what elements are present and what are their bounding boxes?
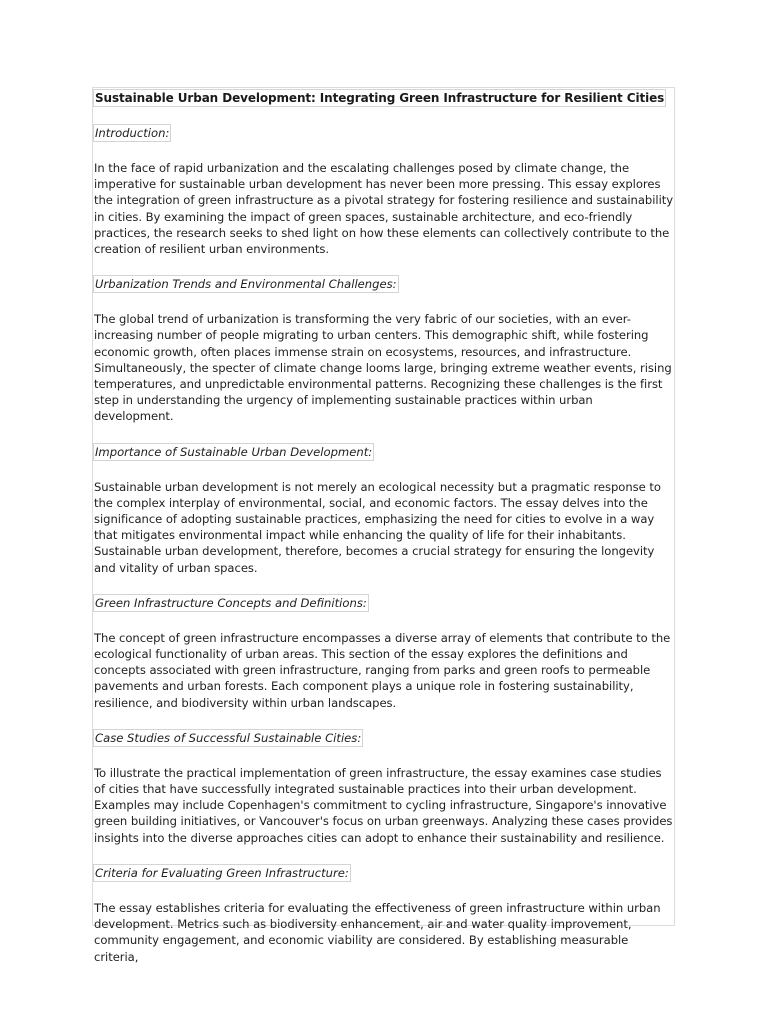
section-heading: Case Studies of Successful Sustainable Cities: [95, 730, 362, 745]
spacer [93, 142, 676, 160]
section-evaluation-criteria [93, 864, 676, 965]
title-row [93, 88, 676, 106]
spacer [93, 425, 676, 443]
spacer [93, 461, 676, 479]
section-paragraph: Sustainable urban development is not merely an ecological necessity but a pragmatic response to the complex interplay of environmental, social, and economic factors. The essay delves into the significance of adopting sustainable practices, emphasizing the need for cities to evolve in a way that mitigates environmental impact while enhancing the quality of life for their inhabitants. Sustainable urban development, therefore, becomes a crucial strategy for ensuring the longevity and vitality of urban spaces. [94, 479, 661, 575]
document-title: Sustainable Urban Development: Integrating Green Infrastructure for Resilient Cities [95, 91, 665, 105]
spacer [93, 612, 676, 630]
spacer [93, 257, 676, 275]
section-paragraph: The concept of green infrastructure encompasses a diverse array of elements that contribute to the ecological functionality of urban areas. This section of the essay explores the definitions and concepts associated with green infrastructure, ranging from parks and green roofs to permeable pavements and urban forests. Each component plays a unique role in fostering sustainability, resilience, and biodiversity within urban landscapes. [94, 630, 671, 710]
section-green-infrastructure-concepts [93, 594, 676, 711]
section-case-studies [93, 729, 676, 846]
section-urbanization-trends [93, 275, 676, 424]
spacer [93, 576, 676, 594]
document-content [93, 88, 676, 965]
spacer [93, 882, 676, 900]
document-frame [92, 87, 675, 964]
spacer [93, 293, 676, 311]
section-heading: Introduction: [95, 126, 170, 140]
section-paragraph: To illustrate the practical implementation of green infrastructure, the essay examines case studies of cities that have successfully integrated sustainable practices into their urban development. Examples may include Copenhagen's commitment to cycling infrastructure, Singapore's innovative green building initiatives, or Vancouver's focus on urban greenways. Analyzing these cases provides insights into the diverse approaches cities can adopt to enhance their sustainability and resilience. [94, 765, 673, 845]
section-importance [93, 443, 676, 576]
section-heading: Importance of Sustainable Urban Development: [95, 444, 373, 459]
spacer [93, 711, 676, 729]
spacer [93, 747, 676, 765]
section-heading: Criteria for Evaluating Green Infrastructure: [95, 865, 349, 880]
section-paragraph: In the face of rapid urbanization and the escalating challenges posed by climate change, the imperative for sustainable urban development has never been more pressing. This essay explores the integration of green infrastructure as a pivotal strategy for fostering resilience and sustainability in cities. By examining the impact of green spaces, sustainable architecture, and eco-friendly practices, the research seeks to shed light on how these elements can collectively contribute to the creation of resilient urban environments. [94, 161, 674, 257]
spacer [93, 106, 676, 124]
spacer [93, 846, 676, 864]
section-paragraph: The essay establishes criteria for evaluating the effectiveness of green infrastructure within urban development. Metrics such as biodiversity enhancement, air and water quality improvement, community engagement, and economic viability are considered. By establishing measurable criteria, [94, 900, 661, 964]
section-paragraph: The global trend of urbanization is transforming the very fabric of our societies, with an ever-increasing number of people migrating to urban centers. This demographic shift, while fostering economic growth, often places immense strain on ecosystems, resources, and infrastructure. Simultaneously, the specter of climate change looms large, bringing extreme weather events, rising temperatures, and unpredictable environmental patterns. Recognizing these challenges is the first step in understanding the urgency of implementing sustainable practices within urban development. [94, 312, 672, 424]
section-heading: Green Infrastructure Concepts and Definitions: [95, 595, 367, 610]
section-heading: Urbanization Trends and Environmental Challenges: [95, 277, 397, 292]
section-introduction [93, 124, 676, 257]
